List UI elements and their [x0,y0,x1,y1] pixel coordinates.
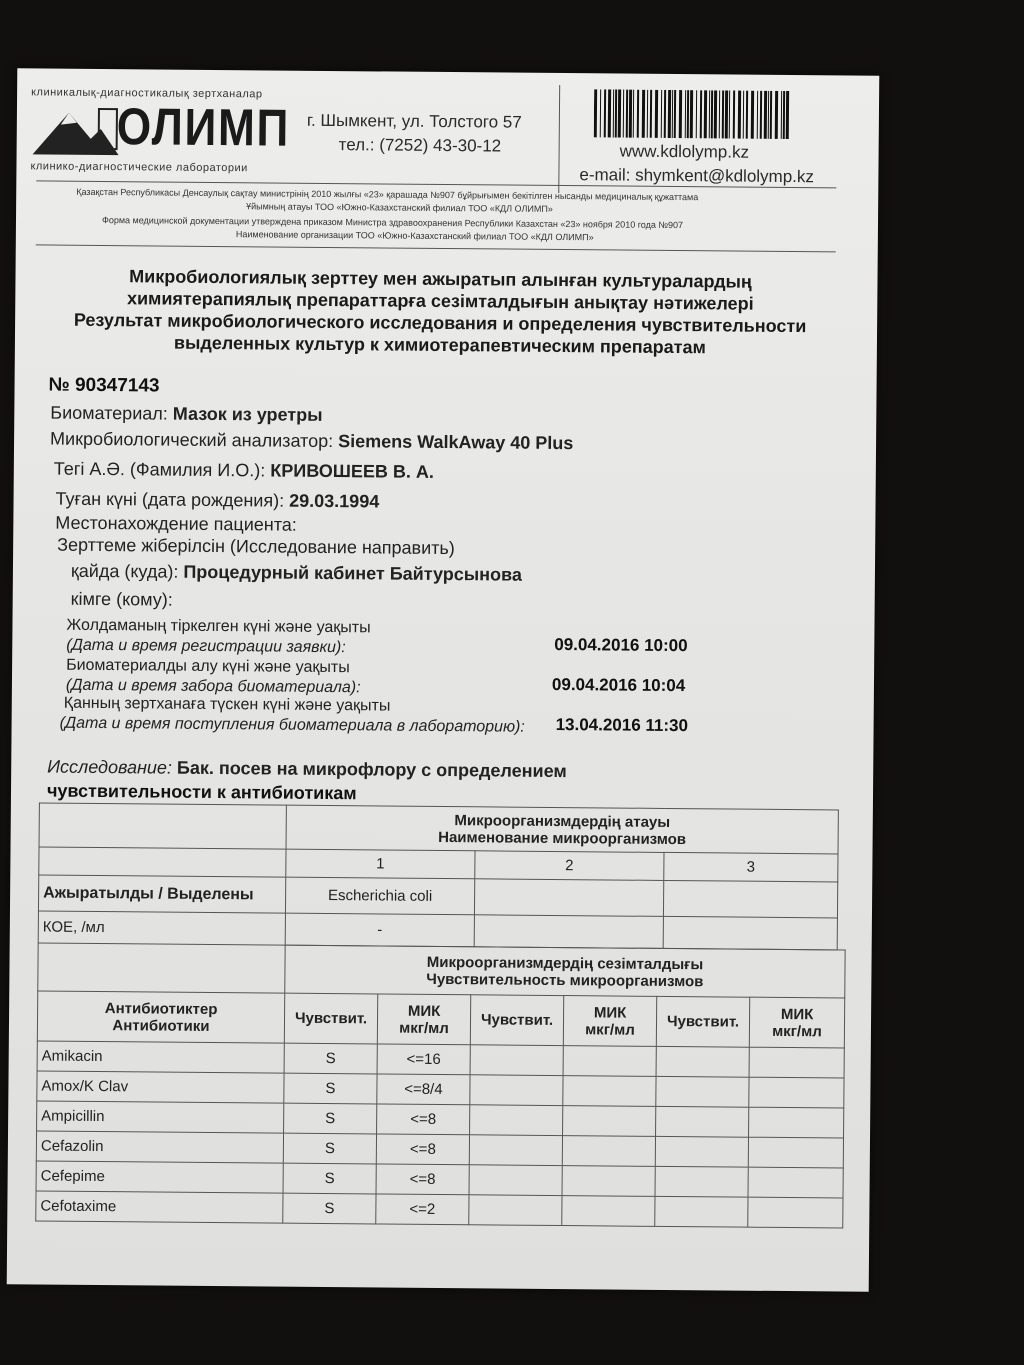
empty-cell [562,1166,655,1197]
barcode-area [558,85,860,196]
koe-1: - [285,913,474,947]
abx-label-kz: Антибиотиктер [104,999,218,1018]
sensitivity-value: S [284,1103,377,1134]
mic-col-1 [377,994,470,1045]
empty-cell [563,1046,656,1077]
empty-cell [470,1045,563,1076]
sensitivity-value: S [283,1193,376,1224]
biomaterial-row [50,403,322,426]
analyzer-value: Siemens WalkAway 40 Plus [338,431,574,454]
empty-cell [656,1106,749,1137]
antibiotic-name: Cefotaxime [36,1191,283,1223]
mic-value: <=2 [376,1194,469,1225]
empty-cell [749,1107,844,1138]
lab-report-sheet [7,68,880,1291]
collect-kz-label: Биоматериалды алу күні және уақыты [66,656,350,677]
empty-cell [563,1106,656,1137]
order-ru-line2: Наименование организации ТОО «Южно-Казахстанский филиал ТОО «КДЛ ОЛИМП» [235,229,594,243]
mountain-logo-icon [31,104,121,161]
reg-ru-label: (Дата и время регистрации заявки): [66,636,346,657]
antibiotic-name: Cefepime [36,1161,283,1193]
isolated-1: Escherichia coli [285,877,474,915]
lab-phone: тел.: (7252) 43-30-12 [338,135,502,156]
antibiotic-name: Ampicillin [37,1101,284,1133]
order-ru-line1: Форма медицинской документации утверждена приказом Министра здравоохранения Республики Казахстан «23» ноября 2010 года №907 [101,215,684,231]
empty-cell [655,1166,748,1197]
report-number: № 90347143 [48,374,160,397]
isolated-label: Ажыратылды / Выделены [38,875,285,913]
mic-col-3 [749,997,844,1048]
mic-col-2 [563,996,656,1047]
arrive-kz-label: Қанның зертханаға түскен күні және уақыты [63,694,391,715]
sens-col-3: Чувствит. [656,996,749,1047]
empty-cell [748,1167,843,1198]
reg-value: 09.04.2016 10:00 [554,634,688,656]
col-num-3: 3 [664,852,838,882]
col-num-2: 2 [475,851,664,881]
sens-col-2: Чувствит. [470,995,563,1046]
mic-col-3-line1: МИК [780,1005,814,1023]
where-label: қайда (куда): [70,560,179,582]
study-value-line2: чувствительности к антибиотикам [46,780,357,804]
sensitivity-value: S [283,1163,376,1194]
empty-cell [562,1196,655,1227]
antibiotic-rows [36,1041,845,1228]
title-ru-line1: Результат микробиологического исследования и определения чувствительности [73,309,807,337]
sensitivity-table [35,942,845,1228]
koe-2 [474,915,663,949]
empty-cell [470,1105,563,1136]
barcode-icon [594,89,794,143]
mic-col-1-line1: МИК [407,1002,441,1020]
organisms-table [38,802,839,950]
empty-cell [655,1196,748,1227]
logo-bottom-text: клинико-диагностические лаборатории [30,160,248,175]
empty-cell [749,1047,844,1078]
title-ru-line2: выделенных культур к химиотерапевтическим препаратам [173,332,706,358]
study-label: Исследование: [47,756,173,778]
where-row [71,561,522,586]
abx-label [37,991,284,1043]
empty-cell [469,1135,562,1166]
antibiotic-name: Amox/K Clav [37,1071,284,1103]
isolated-3 [663,880,837,918]
mic-col-3-line2: мкг/мл [772,1022,822,1040]
mic-col-1-line2: мкг/мл [399,1019,449,1037]
mic-col-2-line1: МИК [593,1003,627,1022]
arrive-value: 13.04.2016 11:30 [555,714,689,736]
order-kz-line2: Ұйымның атауы ТОО «Южно-Казахстанский филиал ТОО «КДЛ ОЛИМП» [246,201,553,214]
dob-label: Туған күні (дата рождения): [55,488,285,511]
empty-cell [469,1165,562,1196]
empty-cell [563,1076,656,1107]
empty-cell [656,1076,749,1107]
logo-top-text: клиникалық-диагностикалық зертханалар [31,86,263,101]
sens-col-1: Чувствит. [284,993,377,1044]
isolated-2 [474,879,663,917]
logo-name: ОЛИМП [116,98,291,158]
empty-cell [655,1136,748,1167]
dob-value: 29.03.1994 [289,490,380,512]
empty-cell [469,1195,562,1226]
biomaterial-label: Биоматериал: [50,402,168,424]
sens-header-ru: Чувствительность микроорганизмов [426,970,704,990]
report-title [35,264,846,359]
patient-name-label: Тегі А.Ә. (Фамилия И.О.): [53,458,266,481]
collect-ru-label: (Дата и время забора биоматериала): [65,676,361,697]
title-kz-line2: химиятерапиялық препараттарға сезімталдығын анықтау нәтижелері [126,288,754,314]
empty-cell [749,1077,844,1108]
sensitivity-value: S [284,1043,377,1074]
study-row [47,757,567,783]
order-divider [36,244,836,252]
empty-cell [748,1137,843,1168]
order-kz-line1: Қазақстан Республикасы Денсаулық сақтау министрінің 2010 жылғы «23» қарашада №907 бұйрығымен бекітілген нысанды медициналық құжаттама [76,186,699,203]
empty-cell [656,1046,749,1077]
mic-value: <=8 [376,1134,469,1165]
biomaterial-value: Мазок из уретры [172,403,323,425]
antibiotic-name: Amikacin [37,1041,284,1073]
patient-name-value: КРИВОШЕЕВ В. А. [270,460,434,482]
whom-label: кімге (кому): [70,588,173,610]
analyzer-row [50,429,573,455]
col-num-1: 1 [286,849,475,879]
patient-name-row [54,459,434,483]
sens-header [285,945,845,998]
koe-3 [663,916,837,950]
mic-col-2-line2: мкг/мл [585,1020,635,1039]
abx-label-ru: Антибиотики [112,1016,210,1035]
mic-value: <=8 [376,1164,469,1195]
analyzer-label: Микробиологический анализатор: [50,428,334,452]
sensitivity-value: S [284,1073,377,1104]
mic-value: <=8/4 [377,1074,470,1105]
empty-cell [470,1075,563,1106]
arrive-ru-label: (Дата и время поступления биоматериала в лабораторию): [59,714,525,736]
koe-label: КОЕ, /мл [38,911,285,945]
collect-value: 09.04.2016 10:04 [551,674,686,696]
lab-website[interactable]: www.kdlolymp.kz [619,141,750,162]
sent-label: Зерттеме жіберілсін (Исследование направить) [57,534,455,559]
micro-header-kz: Микроорганизмдердің атауы [454,811,671,831]
lab-address: г. Шымкент, ул. Толстого 57 [306,110,522,132]
location-label: Местонахождение пациента: [55,512,297,535]
table-row [36,1191,843,1228]
title-kz-line1: Микробиологиялық зерттеу мен ажыратып алынған культуралардың [129,266,752,292]
empty-cell [562,1136,655,1167]
mic-value: <=16 [377,1044,470,1075]
micro-header [286,805,838,854]
lab-email[interactable]: e-mail: shymkent@kdlolymp.kz [579,165,815,187]
study-value-line1: Бак. посев на микрофлору с определением [176,757,567,782]
micro-header-ru: Наименование микроорганизмов [438,828,687,848]
mic-value: <=8 [377,1104,470,1135]
sens-header-kz: Микроорганизмдердің сезімталдығы [426,953,704,973]
dob-row [55,489,379,513]
where-value: Процедурный кабинет Байтурсынова [183,561,522,585]
sensitivity-value: S [283,1133,376,1164]
empty-cell [748,1197,843,1228]
antibiotic-name: Cefazolin [36,1131,283,1163]
reg-kz-label: Жолдаманың тіркелген күні және уақыты [66,616,371,637]
